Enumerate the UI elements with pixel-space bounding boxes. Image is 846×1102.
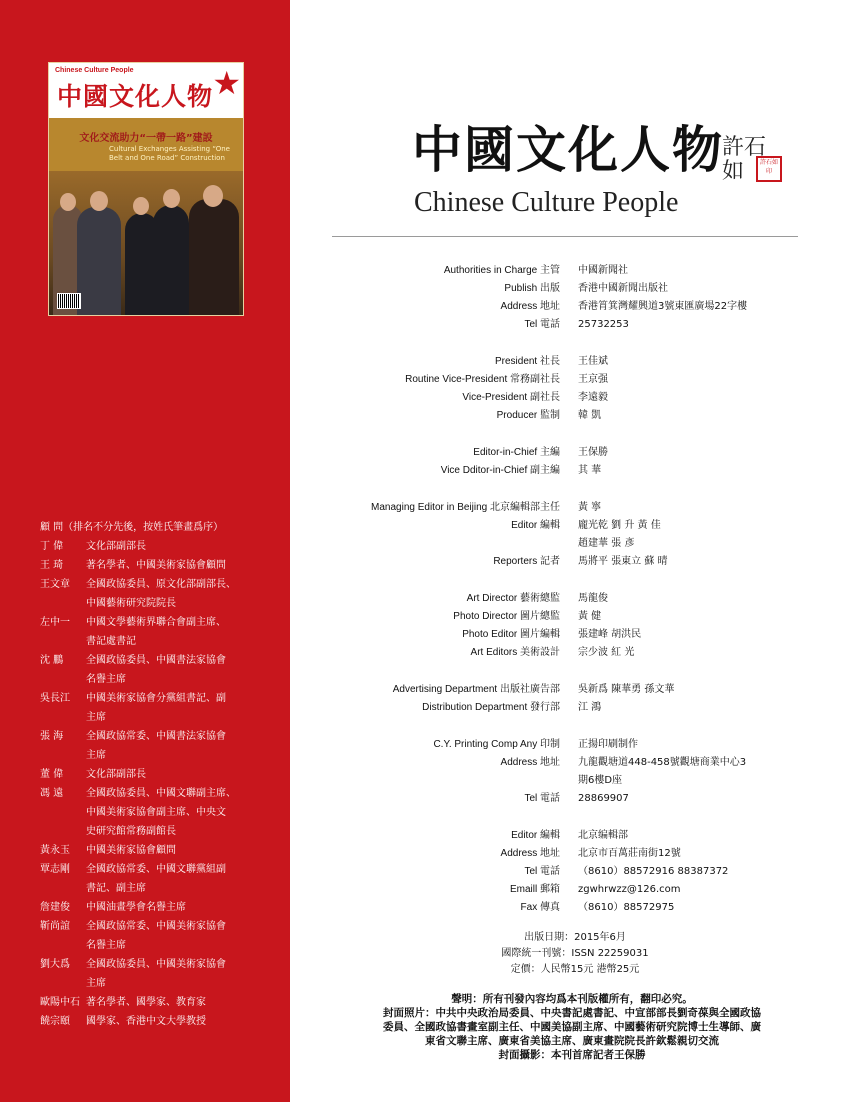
- credit-row: [332, 845, 812, 863]
- advisor-row: [40, 651, 285, 670]
- figure-person: [77, 207, 121, 315]
- notice-line: 委員、全國政協書畫室副主任、中國美協副主席、中國藝術研究院博士生導師、廣: [383, 1021, 761, 1033]
- credit-value: zgwhrwzz@126.com: [578, 884, 681, 895]
- figure-face: [163, 189, 180, 208]
- advisor-row: [40, 784, 285, 803]
- advisor-name: 丁 偉: [40, 541, 64, 552]
- advisor-title: 書記、副主席: [86, 883, 146, 894]
- advisor-row: [40, 841, 285, 860]
- barcode-icon: [57, 293, 81, 309]
- advisor-title: 著名學者、中國美術家協會顧問: [86, 560, 226, 571]
- credit-row: [332, 535, 812, 553]
- credit-row: [332, 590, 812, 608]
- credit-value: 黃 健: [578, 611, 602, 622]
- advisor-name: [40, 803, 86, 822]
- credit-row: [332, 790, 812, 808]
- advisor-title: 名譽主席: [86, 940, 126, 951]
- cover-headline: 文化交流助力“一帶一路”建設: [79, 133, 213, 144]
- group-spacer: [332, 425, 812, 444]
- credit-value: 期6樓D座: [578, 775, 623, 786]
- figure-person: [189, 199, 239, 315]
- advisor-row: [40, 803, 285, 822]
- credit-label: C.Y. Printing Comp Any 印制: [433, 739, 560, 750]
- group-spacer: [332, 808, 812, 827]
- cover-title: 中國文化人物: [57, 82, 214, 111]
- advisor-title: 國學家、香港中文大學教授: [86, 1016, 206, 1027]
- advisor-name: 王 琦: [40, 560, 64, 571]
- credit-label: Reporters 記者: [493, 556, 560, 567]
- credit-row: [332, 280, 812, 298]
- advisor-title: 著名學者、國學家、教育家: [86, 997, 206, 1008]
- advisor-name: 王文章: [40, 579, 70, 590]
- advisor-name: [40, 670, 86, 689]
- credit-label: Vice Dditor-in-Chief 副主編: [440, 465, 560, 476]
- advisor-row: [40, 708, 285, 727]
- advisor-row: [40, 670, 285, 689]
- advisor-title: 全國政協常委、中國文聯黨組副: [86, 864, 226, 875]
- group-spacer: [332, 480, 812, 499]
- credit-value: 吳新爲 陳華勇 孫文華: [578, 684, 675, 695]
- advisor-name: 左中一: [40, 617, 70, 628]
- credit-row: [332, 316, 812, 334]
- figure-face: [60, 193, 76, 211]
- credit-row: [332, 444, 812, 462]
- group-spacer: [332, 717, 812, 736]
- advisor-row: [40, 860, 285, 879]
- notice-line: 聲明：所有刊發內容均爲本刊版權所有，翻印必究。: [451, 993, 693, 1005]
- advisor-row: [40, 537, 285, 556]
- credit-label: Tel 電話: [524, 793, 560, 804]
- credit-value: 宗少波 紅 光: [578, 647, 635, 658]
- credit-row: [332, 353, 812, 371]
- credit-label: Editor-in-Chief 主編: [473, 447, 560, 458]
- credit-label: Address 地址: [500, 848, 560, 859]
- advisor-title: 中國油畫學會名譽主席: [86, 902, 186, 913]
- advisors-list: [40, 518, 285, 1031]
- advisor-name: 沈 鵬: [40, 655, 64, 666]
- credit-value: 馬龍俊: [578, 593, 608, 604]
- credit-label: Art Editors 美術設計: [470, 647, 560, 658]
- advisor-row: [40, 936, 285, 955]
- credit-value: 黃 寧: [578, 502, 602, 513]
- credit-label: Advertising Department 出版社廣告部: [392, 684, 560, 695]
- credit-label: Managing Editor in Beijing 北京編輯部主任: [371, 502, 560, 513]
- credit-row: [332, 626, 812, 644]
- advisor-name: [40, 822, 86, 841]
- advisor-title: 中國文學藝術界聯合會副主席、: [86, 617, 226, 628]
- publish-date: 出版日期：2015年6月: [524, 932, 626, 943]
- credit-label: Tel 電話: [524, 866, 560, 877]
- advisor-title: 全國政協常委、中國書法家協會: [86, 731, 226, 742]
- advisor-name: 饒宗頤: [40, 1016, 70, 1027]
- credit-row: [332, 754, 812, 772]
- seal-stamp: 許石如印: [756, 156, 782, 182]
- advisor-title: 主席: [86, 750, 106, 761]
- advisor-row: [40, 993, 285, 1012]
- group-spacer: [332, 334, 812, 353]
- publication-info: [460, 930, 690, 978]
- advisor-row: [40, 746, 285, 765]
- credit-value: 中國新聞社: [578, 265, 628, 276]
- advisor-row: [40, 594, 285, 613]
- credit-value: 龐光乾 劉 升 黃 佳: [578, 520, 661, 531]
- advisor-title: 全國政協委員、中國書法家協會: [86, 655, 226, 666]
- divider: [332, 236, 798, 237]
- advisor-row: [40, 613, 285, 632]
- credit-label: Authorities in Charge 主管: [443, 265, 560, 276]
- credit-label: Routine Vice-President 常務副社長: [405, 374, 560, 385]
- advisor-name: 吳長江: [40, 693, 70, 704]
- advisor-title: 史研究館常務副館長: [86, 826, 176, 837]
- group-spacer: [332, 571, 812, 590]
- credit-row: [332, 553, 812, 571]
- signature: 許石如: [722, 135, 767, 184]
- credit-label: Emaill 郵箱: [509, 884, 560, 895]
- credit-label: Editor 編輯: [511, 830, 560, 841]
- advisor-row: [40, 556, 285, 575]
- advisor-title: 主席: [86, 978, 106, 989]
- credit-row: [332, 644, 812, 662]
- advisor-row: [40, 917, 285, 936]
- credit-value: 張建峰 胡洪民: [578, 629, 642, 640]
- notice-line: 封面攝影：本刊首席記者王保勝: [498, 1049, 646, 1061]
- advisor-name: 董 偉: [40, 769, 64, 780]
- cover-masthead: [49, 63, 243, 118]
- advisor-title: 中國美術家協會顧問: [86, 845, 176, 856]
- advisor-row: [40, 955, 285, 974]
- credit-value: 王京强: [578, 374, 608, 385]
- advisor-row: [40, 765, 285, 784]
- advisor-row: [40, 1012, 285, 1031]
- advisor-title: 中國藝術研究院院長: [86, 598, 176, 609]
- advisor-title: 全國政協委員、中國文聯副主席、: [86, 788, 236, 799]
- credit-value: 江 鴻: [578, 702, 602, 713]
- advisor-name: [40, 936, 86, 955]
- advisor-name: 張 海: [40, 731, 64, 742]
- advisor-row: [40, 575, 285, 594]
- advisor-title: 中國美術家協會副主席、中央文: [86, 807, 226, 818]
- credit-value: 正揚印刷制作: [578, 739, 638, 750]
- credit-value: 王佳斌: [578, 356, 608, 367]
- credit-row: [332, 827, 812, 845]
- cover-thumbnail[interactable]: [48, 62, 244, 316]
- red-sidebar: [0, 0, 290, 1102]
- credit-label: President 社長: [494, 356, 560, 367]
- credit-row: [332, 899, 812, 917]
- advisor-title: 文化部副部長: [86, 769, 146, 780]
- credit-label: Vice-President 副社長: [462, 392, 560, 403]
- credit-label: Photo Director 圖片總監: [453, 611, 560, 622]
- advisors-heading: 顧 問（排名不分先後，按姓氏筆畫爲序）: [40, 522, 224, 533]
- star-icon: ★: [212, 64, 241, 102]
- credit-value: 馬將平 張東立 蘇 晴: [578, 556, 668, 567]
- advisor-name: 靳尚誼: [40, 921, 70, 932]
- credit-row: [332, 736, 812, 754]
- group-spacer: [332, 662, 812, 681]
- credit-label: Photo Editor 圖片編輯: [462, 629, 560, 640]
- credit-row: [332, 389, 812, 407]
- advisor-row: [40, 727, 285, 746]
- credit-value: 王保勝: [578, 447, 608, 458]
- credit-label: Publish 出版: [504, 283, 560, 294]
- credit-value: 其 華: [578, 465, 602, 476]
- advisor-row: [40, 879, 285, 898]
- cover-small-title: Chinese Culture People: [55, 67, 134, 74]
- credit-label: Address 地址: [500, 301, 560, 312]
- credit-value: 北京市百萬莊南街12號: [578, 848, 681, 859]
- credit-row: [332, 863, 812, 881]
- advisor-title: 名譽主席: [86, 674, 126, 685]
- credit-row: [332, 462, 812, 480]
- credit-row: [332, 681, 812, 699]
- logo-english: Chinese Culture People: [414, 187, 679, 218]
- credit-row: [332, 407, 812, 425]
- figure-face: [90, 191, 108, 211]
- credit-row: [332, 772, 812, 790]
- advisor-row: [40, 689, 285, 708]
- figure-person: [153, 205, 189, 315]
- issn: 國際統一刊號：ISSN 22259031: [501, 948, 649, 959]
- credit-label: Distribution Department 發行部: [422, 702, 560, 713]
- credit-value: 25732253: [578, 319, 629, 330]
- advisor-title: 全國政協常委、中國美術家協會: [86, 921, 226, 932]
- advisor-name: 覃志剛: [40, 864, 70, 875]
- credit-row: [332, 499, 812, 517]
- advisor-title: 中國美術家協會分黨組書記、副: [86, 693, 226, 704]
- credit-label: Art Director 藝術總監: [466, 593, 560, 604]
- credit-row: [332, 881, 812, 899]
- credit-label: Producer 監制: [496, 410, 560, 421]
- logo-chinese: 中國文化人物: [412, 120, 724, 179]
- credit-value: 香港筲箕灣耀興道3號東匯廣場22字樓: [578, 301, 748, 312]
- advisor-name: [40, 632, 86, 651]
- advisor-name: 馮 遠: [40, 788, 64, 799]
- notice-line: 封面照片：中共中央政治局委員、中央書記處書記、中宣部部長劉奇葆與全國政協: [383, 1007, 761, 1019]
- credit-value: 李遠毅: [578, 392, 608, 403]
- credit-value: 香港中國新聞出版社: [578, 283, 668, 294]
- credit-row: [332, 371, 812, 389]
- credit-row: [332, 517, 812, 535]
- notice-line: 東省文聯主席、廣東省美協主席、廣東畫院院長許欽鬆親切交流: [425, 1035, 719, 1047]
- credit-label: Address 地址: [500, 757, 560, 768]
- credit-row: [332, 699, 812, 717]
- advisor-title: 書記處書記: [86, 636, 136, 647]
- advisor-name: [40, 879, 86, 898]
- advisor-title: 全國政協委員、原文化部副部長、: [86, 579, 236, 590]
- credit-value: 北京编輯部: [578, 830, 628, 841]
- cover-headline-en: Cultural Exchanges Assisting “One Belt and One Road” Construction: [109, 145, 230, 162]
- advisor-name: 劉大爲: [40, 959, 70, 970]
- credit-label: Editor 編輯: [511, 520, 560, 531]
- advisor-name: 詹建俊: [40, 902, 70, 913]
- advisor-name: 歐陽中石: [40, 997, 80, 1008]
- advisor-name: 黃永玉: [40, 845, 70, 856]
- advisor-title: 文化部副部長: [86, 541, 146, 552]
- advisor-row: [40, 632, 285, 651]
- credit-value: 28869907: [578, 793, 629, 804]
- advisor-name: [40, 746, 86, 765]
- figure-face: [133, 197, 149, 215]
- credit-value: 九龍觀塘道448-458號觀塘商業中心3: [578, 757, 747, 768]
- credit-value: 趙建華 張 彥: [578, 538, 635, 549]
- credit-row: [332, 262, 812, 280]
- figure-face: [203, 185, 223, 207]
- advisor-name: [40, 594, 86, 613]
- calligraphy-seal: [722, 128, 794, 200]
- advisor-row: [40, 822, 285, 841]
- advisor-title: 全國政協委員、中國美術家協會: [86, 959, 226, 970]
- credit-value: （8610）88572916 88387372: [578, 866, 729, 877]
- advisor-row: [40, 974, 285, 993]
- advisor-row: [40, 898, 285, 917]
- price: 定價：人民幣15元 港幣25元: [510, 964, 640, 975]
- credit-value: 韓 凱: [578, 410, 602, 421]
- advisor-name: [40, 708, 86, 727]
- credit-label: Fax 傳真: [520, 902, 560, 913]
- advisor-title: 主席: [86, 712, 106, 723]
- credit-row: [332, 608, 812, 626]
- credit-label: Tel 電話: [524, 319, 560, 330]
- advisor-name: [40, 974, 86, 993]
- credit-row: [332, 298, 812, 316]
- credit-value: （8610）88572975: [578, 902, 675, 913]
- copyright-notice: [330, 992, 814, 1062]
- masthead-credits: [332, 262, 812, 917]
